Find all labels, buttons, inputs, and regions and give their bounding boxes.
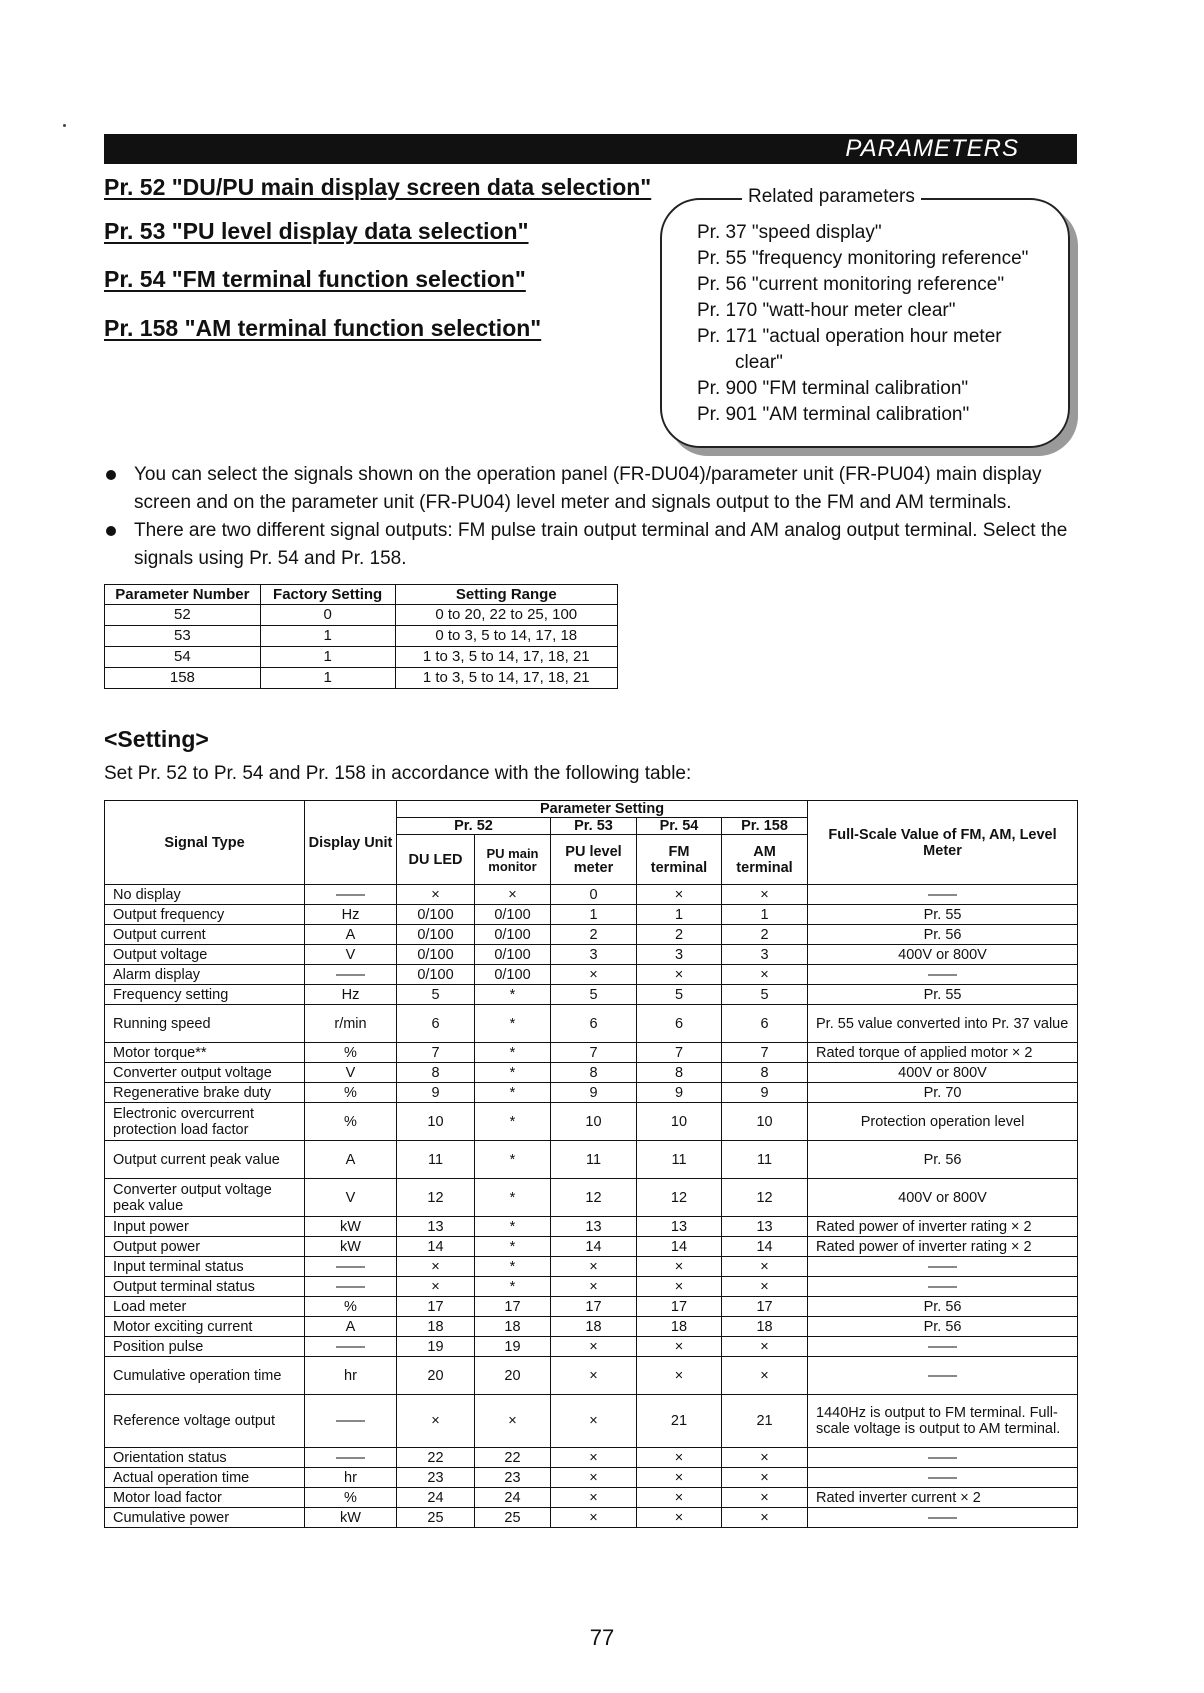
table-cell: Alarm display bbox=[105, 965, 305, 985]
related-item: Pr. 901 "AM terminal calibration" bbox=[697, 404, 970, 425]
table-cell: 24 bbox=[475, 1488, 551, 1508]
table-cell: Orientation status bbox=[105, 1448, 305, 1468]
table-cell: * bbox=[475, 1237, 551, 1257]
table-row bbox=[105, 925, 1078, 945]
table-cell: hr bbox=[305, 1468, 397, 1488]
table-cell: % bbox=[305, 1043, 397, 1063]
table-row bbox=[105, 1237, 1078, 1257]
table-row bbox=[105, 1317, 1078, 1337]
related-item: Pr. 55 "frequency monitoring reference" bbox=[697, 248, 1029, 269]
table-cell: —— bbox=[808, 1277, 1078, 1297]
setting-heading: <Setting> bbox=[104, 726, 209, 752]
related-item: Pr. 170 "watt-hour meter clear" bbox=[697, 300, 956, 321]
table-cell: 158 bbox=[105, 668, 261, 689]
table-cell: Actual operation time bbox=[105, 1468, 305, 1488]
bullet-item bbox=[104, 517, 1094, 573]
table-cell: 12 bbox=[722, 1179, 808, 1217]
table-cell: × bbox=[722, 885, 808, 905]
table-cell: 10 bbox=[637, 1103, 722, 1141]
table-cell: 23 bbox=[475, 1468, 551, 1488]
related-parameters-list bbox=[697, 220, 1028, 428]
table-cell: * bbox=[475, 1103, 551, 1141]
title-pr158: Pr. 158 "AM terminal function selection" bbox=[104, 315, 542, 341]
table-cell: × bbox=[637, 1257, 722, 1277]
table-cell: 1 bbox=[551, 905, 637, 925]
table-cell: 8 bbox=[722, 1063, 808, 1083]
table-cell: Hz bbox=[305, 985, 397, 1005]
table-cell: Pr. 56 bbox=[808, 925, 1078, 945]
header-full-scale: Full-Scale Value of FM, AM, Level Meter bbox=[808, 801, 1078, 885]
table-cell: × bbox=[475, 885, 551, 905]
title-pr53: Pr. 53 "PU level display data selection" bbox=[104, 218, 529, 244]
table-row bbox=[105, 1277, 1078, 1297]
bullet-text: There are two different signal outputs: FM pulse train output terminal and AM analog output terminal. Select the signals using Pr. 54 and Pr. 158. bbox=[134, 520, 1068, 569]
table-cell: % bbox=[305, 1083, 397, 1103]
table-row bbox=[105, 885, 1078, 905]
table-cell: Rated torque of applied motor × 2 bbox=[808, 1043, 1078, 1063]
header-pu-level-meter: PU level meter bbox=[551, 835, 637, 885]
table-cell: Pr. 55 value converted into Pr. 37 value bbox=[808, 1005, 1078, 1043]
related-item: Pr. 37 "speed display" bbox=[697, 222, 882, 243]
table-row bbox=[105, 626, 618, 647]
table-cell: Pr. 56 bbox=[808, 1317, 1078, 1337]
table-row bbox=[105, 1488, 1078, 1508]
table-cell: 17 bbox=[637, 1297, 722, 1317]
table-cell: 17 bbox=[475, 1297, 551, 1317]
table-cell: 5 bbox=[722, 985, 808, 1005]
table-cell: × bbox=[551, 1508, 637, 1528]
table-cell: Regenerative brake duty bbox=[105, 1083, 305, 1103]
table-row bbox=[105, 965, 1078, 985]
table-cell: × bbox=[637, 1468, 722, 1488]
table-cell: × bbox=[637, 1337, 722, 1357]
table-cell: × bbox=[722, 1488, 808, 1508]
section-title: PARAMETERS bbox=[845, 135, 1019, 162]
table-cell: Input terminal status bbox=[105, 1257, 305, 1277]
table-cell: % bbox=[305, 1297, 397, 1317]
title-pr54: Pr. 54 "FM terminal function selection" bbox=[104, 266, 526, 292]
table-cell: Motor exciting current bbox=[105, 1317, 305, 1337]
table-cell: —— bbox=[305, 1395, 397, 1448]
table-cell: * bbox=[475, 1083, 551, 1103]
table-cell: 13 bbox=[551, 1217, 637, 1237]
table-cell: 25 bbox=[397, 1508, 475, 1528]
table-cell: × bbox=[637, 1277, 722, 1297]
scan-dot bbox=[63, 124, 66, 127]
table-cell: 1 bbox=[260, 626, 395, 647]
related-item: Pr. 56 "current monitoring reference" bbox=[697, 274, 1005, 295]
header-factory-setting: Factory Setting bbox=[260, 585, 395, 605]
table-cell: V bbox=[305, 1179, 397, 1217]
table-cell: 2 bbox=[722, 925, 808, 945]
header-pu-main-monitor: PU main monitor bbox=[475, 835, 551, 885]
table-cell: —— bbox=[808, 965, 1078, 985]
table-cell: 0/100 bbox=[475, 925, 551, 945]
table-cell: Rated inverter current × 2 bbox=[808, 1488, 1078, 1508]
table-cell: Cumulative operation time bbox=[105, 1357, 305, 1395]
table-cell: 7 bbox=[722, 1043, 808, 1063]
table-cell: Output current bbox=[105, 925, 305, 945]
table-cell: × bbox=[637, 1508, 722, 1528]
bullet-list bbox=[104, 461, 1094, 573]
table-cell: 3 bbox=[551, 945, 637, 965]
table-cell: 21 bbox=[722, 1395, 808, 1448]
table-cell: 6 bbox=[397, 1005, 475, 1043]
table-cell: 14 bbox=[397, 1237, 475, 1257]
header-du-led: DU LED bbox=[397, 835, 475, 885]
table-cell: —— bbox=[305, 1277, 397, 1297]
table-row bbox=[105, 1103, 1078, 1141]
related-item-continuation: clear" bbox=[735, 352, 783, 373]
table-cell: kW bbox=[305, 1508, 397, 1528]
table-cell: Rated power of inverter rating × 2 bbox=[808, 1237, 1078, 1257]
table-cell: × bbox=[551, 1257, 637, 1277]
table-cell: 0 bbox=[551, 885, 637, 905]
table-cell: No display bbox=[105, 885, 305, 905]
table-cell: 1 bbox=[637, 905, 722, 925]
table-cell: 0/100 bbox=[397, 905, 475, 925]
table-cell: 22 bbox=[475, 1448, 551, 1468]
table-cell: % bbox=[305, 1488, 397, 1508]
table-cell: 54 bbox=[105, 647, 261, 668]
table-cell: —— bbox=[808, 1448, 1078, 1468]
table-cell: 21 bbox=[637, 1395, 722, 1448]
bullet-dot-icon bbox=[106, 526, 116, 536]
table-cell: A bbox=[305, 1317, 397, 1337]
table-cell: × bbox=[475, 1395, 551, 1448]
table-cell: 25 bbox=[475, 1508, 551, 1528]
table-cell: Output frequency bbox=[105, 905, 305, 925]
table-cell: × bbox=[637, 965, 722, 985]
header-am-terminal: AM terminal bbox=[722, 835, 808, 885]
table-cell: Electronic overcurrent protection load factor bbox=[105, 1103, 305, 1141]
table-row bbox=[105, 1217, 1078, 1237]
parameter-table bbox=[104, 584, 618, 689]
table-cell: Output terminal status bbox=[105, 1277, 305, 1297]
table-cell: Protection operation level bbox=[808, 1103, 1078, 1141]
table-cell: 0 to 3, 5 to 14, 17, 18 bbox=[395, 626, 618, 647]
table-cell: 0/100 bbox=[397, 945, 475, 965]
table-cell: —— bbox=[808, 1468, 1078, 1488]
table-cell: Running speed bbox=[105, 1005, 305, 1043]
table-cell: 10 bbox=[551, 1103, 637, 1141]
title-pr52: Pr. 52 "DU/PU main display screen data selection" bbox=[104, 174, 652, 200]
table-cell: 0/100 bbox=[397, 925, 475, 945]
table-cell: 18 bbox=[637, 1317, 722, 1337]
table-cell: 12 bbox=[397, 1179, 475, 1217]
table-cell: × bbox=[722, 1508, 808, 1528]
table-cell: Converter output voltage peak value bbox=[105, 1179, 305, 1217]
table-cell: —— bbox=[808, 1508, 1078, 1528]
table-cell: —— bbox=[808, 885, 1078, 905]
table-cell: V bbox=[305, 1063, 397, 1083]
table-cell: × bbox=[722, 1448, 808, 1468]
table-cell: Rated power of inverter rating × 2 bbox=[808, 1217, 1078, 1237]
table-row bbox=[105, 1083, 1078, 1103]
table-cell: × bbox=[722, 1277, 808, 1297]
table-cell: * bbox=[475, 1277, 551, 1297]
table-row bbox=[105, 1395, 1078, 1448]
table-cell: × bbox=[722, 1468, 808, 1488]
table-cell: 8 bbox=[551, 1063, 637, 1083]
table-row bbox=[105, 1357, 1078, 1395]
table-row bbox=[105, 1297, 1078, 1317]
related-item: Pr. 900 "FM terminal calibration" bbox=[697, 378, 969, 399]
table-row bbox=[105, 1508, 1078, 1528]
header-pr54: Pr. 54 bbox=[637, 818, 722, 835]
table-row bbox=[105, 668, 618, 689]
table-cell: × bbox=[397, 1257, 475, 1277]
table-cell: × bbox=[722, 1357, 808, 1395]
table-cell: 9 bbox=[397, 1083, 475, 1103]
table-row bbox=[105, 605, 618, 626]
table-cell: Pr. 56 bbox=[808, 1297, 1078, 1317]
table-cell: 17 bbox=[397, 1297, 475, 1317]
table-cell: × bbox=[551, 1395, 637, 1448]
table-cell: 11 bbox=[551, 1141, 637, 1179]
table-cell: 9 bbox=[722, 1083, 808, 1103]
table-cell: —— bbox=[305, 1337, 397, 1357]
table-cell: 0 bbox=[260, 605, 395, 626]
table-cell: 10 bbox=[397, 1103, 475, 1141]
table-cell: 9 bbox=[551, 1083, 637, 1103]
table-cell: * bbox=[475, 1043, 551, 1063]
table-cell: 12 bbox=[551, 1179, 637, 1217]
table-cell: Output power bbox=[105, 1237, 305, 1257]
table-cell: × bbox=[551, 1448, 637, 1468]
table-cell: —— bbox=[305, 885, 397, 905]
table-cell: 18 bbox=[475, 1317, 551, 1337]
table-row bbox=[105, 647, 618, 668]
table-cell: * bbox=[475, 1005, 551, 1043]
table-cell: 1440Hz is output to FM terminal. Full-scale voltage is output to AM terminal. bbox=[808, 1395, 1078, 1448]
table-cell: Hz bbox=[305, 905, 397, 925]
table-cell: —— bbox=[305, 965, 397, 985]
table-row bbox=[105, 985, 1078, 1005]
table-cell: 6 bbox=[722, 1005, 808, 1043]
table-cell: 23 bbox=[397, 1468, 475, 1488]
table-cell: 14 bbox=[637, 1237, 722, 1257]
table-cell: r/min bbox=[305, 1005, 397, 1043]
table-cell: —— bbox=[808, 1337, 1078, 1357]
table-row bbox=[105, 1448, 1078, 1468]
table-cell: Output current peak value bbox=[105, 1141, 305, 1179]
related-item: Pr. 171 "actual operation hour meter bbox=[697, 326, 1002, 347]
table-cell: 6 bbox=[551, 1005, 637, 1043]
table-cell: Output voltage bbox=[105, 945, 305, 965]
table-cell: * bbox=[475, 1063, 551, 1083]
table-cell: 0/100 bbox=[475, 905, 551, 925]
table-row bbox=[105, 1043, 1078, 1063]
header-setting-range: Setting Range bbox=[395, 585, 618, 605]
table-cell: × bbox=[722, 1337, 808, 1357]
table-cell: 3 bbox=[722, 945, 808, 965]
table-row bbox=[105, 945, 1078, 965]
table-cell: 22 bbox=[397, 1448, 475, 1468]
table-cell: 400V or 800V bbox=[808, 945, 1078, 965]
table-cell: 14 bbox=[722, 1237, 808, 1257]
table-cell: 1 to 3, 5 to 14, 17, 18, 21 bbox=[395, 647, 618, 668]
table-cell: —— bbox=[808, 1357, 1078, 1395]
table-cell: 5 bbox=[551, 985, 637, 1005]
related-parameters-title: Related parameters bbox=[742, 186, 921, 208]
table-cell: Load meter bbox=[105, 1297, 305, 1317]
table-cell: 2 bbox=[637, 925, 722, 945]
table-cell: * bbox=[475, 1217, 551, 1237]
table-cell: Pr. 55 bbox=[808, 905, 1078, 925]
table-row bbox=[105, 905, 1078, 925]
table-cell: × bbox=[637, 1448, 722, 1468]
table-cell: 18 bbox=[722, 1317, 808, 1337]
table-cell: 9 bbox=[637, 1083, 722, 1103]
table-cell: × bbox=[551, 1468, 637, 1488]
table-cell: 1 bbox=[722, 905, 808, 925]
table-cell: % bbox=[305, 1103, 397, 1141]
table-cell: 5 bbox=[397, 985, 475, 1005]
table-cell: * bbox=[475, 1179, 551, 1217]
table-cell: 53 bbox=[105, 626, 261, 647]
table-cell: 0/100 bbox=[397, 965, 475, 985]
signal-table bbox=[104, 800, 1078, 1528]
table-cell: 7 bbox=[551, 1043, 637, 1063]
table-row bbox=[105, 1468, 1078, 1488]
header-parameter-number: Parameter Number bbox=[105, 585, 261, 605]
header-pr53: Pr. 53 bbox=[551, 818, 637, 835]
table-cell: 400V or 800V bbox=[808, 1063, 1078, 1083]
header-pr52: Pr. 52 bbox=[397, 818, 551, 835]
table-cell: × bbox=[637, 885, 722, 905]
table-cell: × bbox=[397, 1277, 475, 1297]
table-row bbox=[105, 1005, 1078, 1043]
table-cell: 17 bbox=[551, 1297, 637, 1317]
table-cell: 19 bbox=[475, 1337, 551, 1357]
table-cell: 0/100 bbox=[475, 945, 551, 965]
table-cell: 400V or 800V bbox=[808, 1179, 1078, 1217]
table-cell: 18 bbox=[551, 1317, 637, 1337]
table-row bbox=[105, 1257, 1078, 1277]
table-cell: 11 bbox=[637, 1141, 722, 1179]
table-cell: × bbox=[637, 1488, 722, 1508]
header-signal-type: Signal Type bbox=[105, 801, 305, 885]
table-cell: Position pulse bbox=[105, 1337, 305, 1357]
table-cell: 2 bbox=[551, 925, 637, 945]
table-cell: * bbox=[475, 985, 551, 1005]
table-cell: 1 to 3, 5 to 14, 17, 18, 21 bbox=[395, 668, 618, 689]
table-cell: Pr. 55 bbox=[808, 985, 1078, 1005]
table-cell: A bbox=[305, 1141, 397, 1179]
table-cell: 12 bbox=[637, 1179, 722, 1217]
page-number: 77 bbox=[589, 1625, 615, 1650]
table-cell: 11 bbox=[397, 1141, 475, 1179]
table-cell: Pr. 56 bbox=[808, 1141, 1078, 1179]
table-cell: Pr. 70 bbox=[808, 1083, 1078, 1103]
table-cell: * bbox=[475, 1257, 551, 1277]
table-cell: 0/100 bbox=[475, 965, 551, 985]
table-cell: Input power bbox=[105, 1217, 305, 1237]
header-display-unit: Display Unit bbox=[305, 801, 397, 885]
table-cell: × bbox=[551, 965, 637, 985]
table-cell: 10 bbox=[722, 1103, 808, 1141]
table-cell: Converter output voltage bbox=[105, 1063, 305, 1083]
table-row bbox=[105, 1179, 1078, 1217]
table-cell: 20 bbox=[475, 1357, 551, 1395]
table-cell: 13 bbox=[722, 1217, 808, 1237]
table-cell: * bbox=[475, 1141, 551, 1179]
bullet-text: You can select the signals shown on the operation panel (FR-DU04)/parameter unit (FR-PU04) main display screen and on the parameter unit (FR-PU04) level meter and signals output to the FM and AM terminals. bbox=[134, 464, 1042, 513]
table-cell: —— bbox=[305, 1448, 397, 1468]
section-header-bar bbox=[104, 134, 1077, 164]
table-cell: 0 to 20, 22 to 25, 100 bbox=[395, 605, 618, 626]
table-cell: 52 bbox=[105, 605, 261, 626]
table-cell: 19 bbox=[397, 1337, 475, 1357]
table-cell: × bbox=[397, 885, 475, 905]
table-cell: Motor load factor bbox=[105, 1488, 305, 1508]
table-cell: × bbox=[722, 1257, 808, 1277]
header-pr158: Pr. 158 bbox=[722, 818, 808, 835]
table-cell: 18 bbox=[397, 1317, 475, 1337]
table-cell: 13 bbox=[397, 1217, 475, 1237]
table-cell: 17 bbox=[722, 1297, 808, 1317]
table-cell: 3 bbox=[637, 945, 722, 965]
table-row bbox=[105, 1063, 1078, 1083]
table-cell: × bbox=[397, 1395, 475, 1448]
table-cell: 20 bbox=[397, 1357, 475, 1395]
table-cell: V bbox=[305, 945, 397, 965]
bullet-dot-icon bbox=[106, 470, 116, 480]
table-cell: —— bbox=[808, 1257, 1078, 1277]
table-cell: × bbox=[551, 1337, 637, 1357]
table-cell: kW bbox=[305, 1237, 397, 1257]
table-cell: 13 bbox=[637, 1217, 722, 1237]
table-cell: 11 bbox=[722, 1141, 808, 1179]
table-cell: 24 bbox=[397, 1488, 475, 1508]
table-cell: 8 bbox=[637, 1063, 722, 1083]
table-cell: Cumulative power bbox=[105, 1508, 305, 1528]
table-cell: —— bbox=[305, 1257, 397, 1277]
header-parameter-setting: Parameter Setting bbox=[397, 801, 808, 818]
table-cell: 1 bbox=[260, 668, 395, 689]
table-cell: 7 bbox=[637, 1043, 722, 1063]
table-cell: 5 bbox=[637, 985, 722, 1005]
table-cell: × bbox=[551, 1277, 637, 1297]
table-cell: 1 bbox=[260, 647, 395, 668]
table-cell: 8 bbox=[397, 1063, 475, 1083]
table-cell: Motor torque** bbox=[105, 1043, 305, 1063]
table-cell: × bbox=[551, 1488, 637, 1508]
table-cell: kW bbox=[305, 1217, 397, 1237]
table-cell: hr bbox=[305, 1357, 397, 1395]
table-cell: Reference voltage output bbox=[105, 1395, 305, 1448]
table-row bbox=[105, 1337, 1078, 1357]
table-cell: 6 bbox=[637, 1005, 722, 1043]
table-cell: 14 bbox=[551, 1237, 637, 1257]
table-cell: × bbox=[551, 1357, 637, 1395]
table-row bbox=[105, 1141, 1078, 1179]
table-cell: × bbox=[637, 1357, 722, 1395]
table-cell: 7 bbox=[397, 1043, 475, 1063]
table-cell: Frequency setting bbox=[105, 985, 305, 1005]
header-fm-terminal: FM terminal bbox=[637, 835, 722, 885]
table-cell: × bbox=[722, 965, 808, 985]
table-cell: A bbox=[305, 925, 397, 945]
setting-description: Set Pr. 52 to Pr. 54 and Pr. 158 in accordance with the following table: bbox=[104, 763, 692, 784]
bullet-item bbox=[104, 461, 1094, 517]
